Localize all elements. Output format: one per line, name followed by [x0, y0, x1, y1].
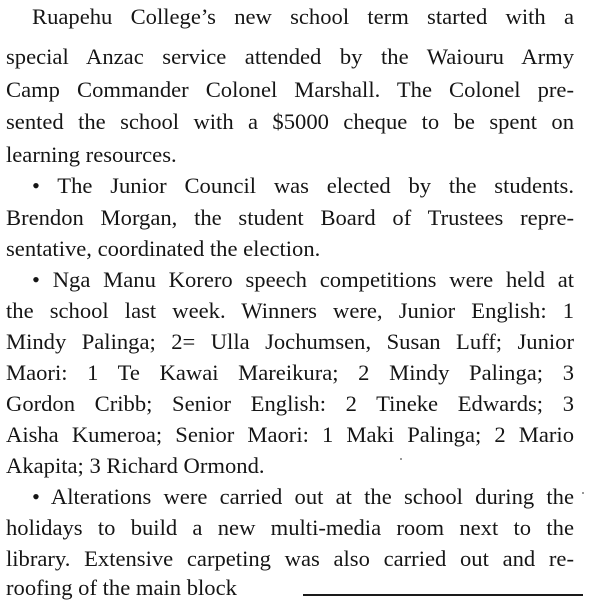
paragraph-1-line-5: learning resources. [6, 142, 177, 167]
end-rule [303, 594, 583, 596]
paragraph-1-line-2: special Anzac service attended by the Waiouru Army [6, 44, 574, 69]
paragraph-3-line-1: • Nga Manu Korero speech competitions were held at [32, 267, 574, 292]
paragraph-2-line-2: Brendon Morgan, the student Board of Trustees repre- [6, 205, 574, 230]
scan-speck [582, 492, 584, 494]
paragraph-2-line-3: sentative, coordinated the election. [6, 236, 321, 261]
paragraph-3-line-6: Aisha Kumeroa; Senior Maori: 1 Maki Palinga; 2 Mario [6, 422, 574, 447]
paragraph-4-line-1: • Alterations were carried out at the school during the [32, 484, 574, 509]
paragraph-1-line-3: Camp Commander Colonel Marshall. The Colonel pre- [6, 77, 574, 102]
paragraph-3-line-5: Gordon Cribb; Senior English: 2 Tineke Edwards; 3 [6, 391, 574, 416]
paragraph-3-line-2: the school last week. Winners were, Junior English: 1 [6, 298, 574, 323]
paragraph-4-line-2: holidays to build a new multi-media room next to the [6, 515, 574, 540]
paragraph-1-line-4: sented the school with a $5000 cheque to be spent on [6, 109, 574, 134]
paragraph-3-line-7: Akapita; 3 Richard Ormond. [6, 453, 265, 478]
paragraph-4-line-4: roofing of the main block [6, 575, 237, 600]
scan-speck [400, 458, 402, 460]
paragraph-3-line-4: Maori: 1 Te Kawai Mareikura; 2 Mindy Palinga; 3 [6, 360, 574, 385]
paragraph-3-line-3: Mindy Palinga; 2= Ulla Jochumsen, Susan Luff; Junior [6, 329, 574, 354]
paragraph-4-line-3: library. Extensive carpeting was also carried out and re- [6, 546, 574, 571]
paragraph-1-line-1: Ruapehu College’s new school term started with a [32, 4, 574, 29]
paragraph-2-line-1: • The Junior Council was elected by the students. [32, 173, 574, 198]
